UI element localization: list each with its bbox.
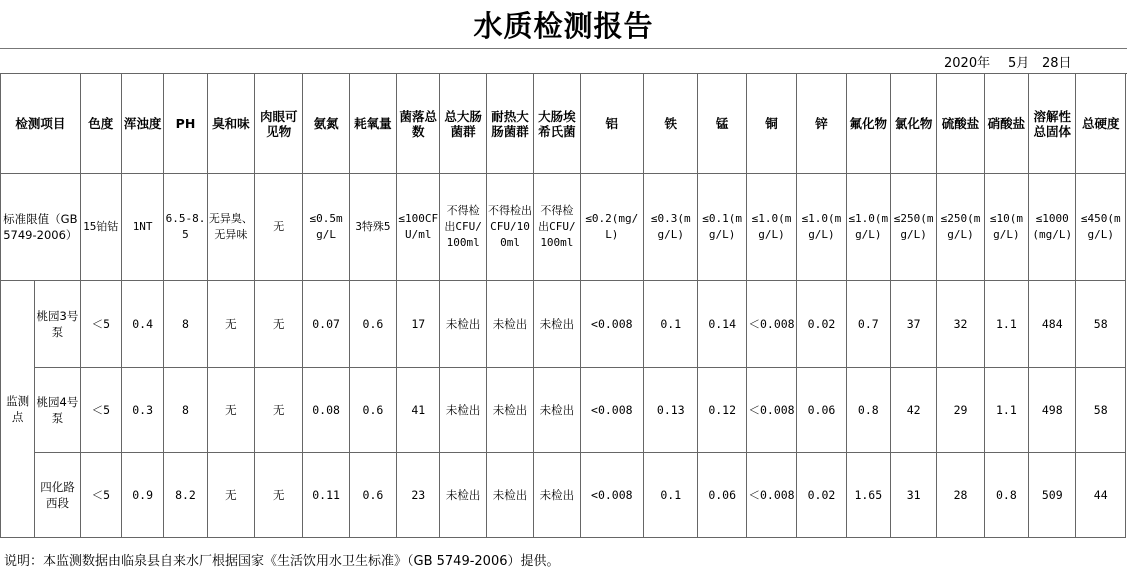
- sample-value: 0.1: [644, 453, 698, 538]
- sample-value: 484: [1029, 281, 1076, 368]
- sample-value: 未检出: [534, 368, 580, 453]
- sample-value: 0.11: [303, 453, 349, 538]
- column-header: 耗氧量: [349, 74, 396, 174]
- date-row: [0, 48, 1127, 74]
- sample-value: 0.6: [349, 281, 396, 368]
- standard-value: ≤250(mg/L): [937, 174, 984, 281]
- sample-value: 8: [164, 368, 207, 453]
- header-row: [1, 74, 1126, 174]
- report-date-year: 2020年: [944, 56, 991, 71]
- standard-value: 不得检出CFU/100ml: [534, 174, 580, 281]
- standard-value: ≤1.0(mg/L): [746, 174, 796, 281]
- sample-value: 509: [1029, 453, 1076, 538]
- column-header: 氯化物: [890, 74, 936, 174]
- report-note: 说明：本监测数据由临泉县自来水厂根据国家《生活饮用水卫生标准》（GB 5749-2006）提供。: [4, 554, 560, 569]
- title-row: [0, 0, 1127, 49]
- column-header: 检测项目: [1, 74, 81, 174]
- standard-value: 不得检出CFU/100ml: [440, 174, 486, 281]
- standard-value: ≤10(mg/L): [984, 174, 1028, 281]
- sample-value: 未检出: [440, 281, 486, 368]
- report-title: 水质检测报告: [473, 8, 654, 43]
- sample-value: 29: [937, 368, 984, 453]
- sample-value: <0.008: [580, 368, 644, 453]
- sample-value: 1.65: [846, 453, 890, 538]
- sample-value: 8.2: [164, 453, 207, 538]
- column-header: 硝酸盐: [984, 74, 1028, 174]
- sample-value: 8: [164, 281, 207, 368]
- column-header: 总硬度: [1076, 74, 1126, 174]
- standard-value: ≤0.2(mg/L): [580, 174, 644, 281]
- sample-value: ＜5: [80, 453, 121, 538]
- standard-value: 无: [255, 174, 303, 281]
- sample-value: 0.02: [797, 453, 846, 538]
- sample-value: 0.12: [698, 368, 746, 453]
- column-header: 大肠埃希氏菌: [534, 74, 580, 174]
- sample-value: 0.14: [698, 281, 746, 368]
- sample-value: 0.6: [349, 368, 396, 453]
- column-header: 铝: [580, 74, 644, 174]
- standard-row: [1, 174, 1126, 281]
- column-header: 铜: [746, 74, 796, 174]
- standard-value: 无异臭、无异味: [207, 174, 254, 281]
- sample-value: 未检出: [534, 281, 580, 368]
- sample-value: 无: [255, 368, 303, 453]
- sample-value: 58: [1076, 368, 1126, 453]
- water-quality-table: [0, 73, 1126, 538]
- column-header: 硫酸盐: [937, 74, 984, 174]
- monitoring-point-label: 监测点: [1, 281, 35, 538]
- sample-value: 0.06: [797, 368, 846, 453]
- sample-value: 无: [207, 281, 254, 368]
- note-row: [0, 537, 1127, 583]
- sample-value: ＜0.008: [746, 368, 796, 453]
- column-header: 溶解性总固体: [1029, 74, 1076, 174]
- column-header: PH: [164, 74, 207, 174]
- column-header: 总大肠菌群: [440, 74, 486, 174]
- standard-value: ≤1.0(mg/L): [846, 174, 890, 281]
- sample-value: 0.08: [303, 368, 349, 453]
- report-date-month: 5月: [1008, 56, 1030, 71]
- sample-value: 31: [890, 453, 936, 538]
- sample-value: 未检出: [486, 368, 533, 453]
- sample-value: ＜0.008: [746, 453, 796, 538]
- sample-value: 无: [255, 281, 303, 368]
- sample-value: 无: [207, 453, 254, 538]
- column-header: 浑浊度: [121, 74, 163, 174]
- sample-value: 23: [397, 453, 440, 538]
- sample-name: 桃园3号泵: [35, 281, 80, 368]
- standard-value: ≤250(mg/L): [890, 174, 936, 281]
- sample-value: 未检出: [440, 453, 486, 538]
- standard-value: ≤100CFU/ml: [397, 174, 440, 281]
- standard-value: 15铂钴: [80, 174, 121, 281]
- sample-value: 1.1: [984, 368, 1028, 453]
- sample-value: 37: [890, 281, 936, 368]
- sample-value: 0.8: [846, 368, 890, 453]
- sample-value: <0.008: [580, 453, 644, 538]
- standard-value: 1NT: [121, 174, 163, 281]
- sample-value: 未检出: [486, 453, 533, 538]
- sample-value: 0.13: [644, 368, 698, 453]
- column-header: 锰: [698, 74, 746, 174]
- sample-value: ＜0.008: [746, 281, 796, 368]
- sample-value: 1.1: [984, 281, 1028, 368]
- sample-value: 未检出: [534, 453, 580, 538]
- standard-value: 3特殊5: [349, 174, 396, 281]
- sample-value: 未检出: [486, 281, 533, 368]
- sample-value: 0.02: [797, 281, 846, 368]
- sample-value: 未检出: [440, 368, 486, 453]
- column-header: 铁: [644, 74, 698, 174]
- sample-value: <0.008: [580, 281, 644, 368]
- sample-value: 无: [255, 453, 303, 538]
- sample-value: 42: [890, 368, 936, 453]
- sample-name: 四化路西段: [35, 453, 80, 538]
- sample-value: 0.07: [303, 281, 349, 368]
- standard-value: ≤0.1(mg/L): [698, 174, 746, 281]
- sample-value: 0.7: [846, 281, 890, 368]
- sample-value: 32: [937, 281, 984, 368]
- sample-value: 58: [1076, 281, 1126, 368]
- sample-value: 17: [397, 281, 440, 368]
- sample-value: 41: [397, 368, 440, 453]
- column-header: 锌: [797, 74, 846, 174]
- sample-name: 桃园4号泵: [35, 368, 80, 453]
- column-header: 色度: [80, 74, 121, 174]
- sample-value: 0.8: [984, 453, 1028, 538]
- sample-value: 44: [1076, 453, 1126, 538]
- sample-value: 0.1: [644, 281, 698, 368]
- standard-value: ≤1.0(mg/L): [797, 174, 846, 281]
- sample-value: 无: [207, 368, 254, 453]
- sample-value: 28: [937, 453, 984, 538]
- standard-value: ≤1000(mg/L): [1029, 174, 1076, 281]
- table-row: [1, 368, 1126, 453]
- column-header: 肉眼可见物: [255, 74, 303, 174]
- standard-value: ≤450(mg/L): [1076, 174, 1126, 281]
- sample-value: 0.3: [121, 368, 163, 453]
- table-row: [1, 281, 1126, 368]
- sample-value: 498: [1029, 368, 1076, 453]
- sample-value: ＜5: [80, 281, 121, 368]
- column-header: 耐热大肠菌群: [486, 74, 533, 174]
- sample-value: 0.9: [121, 453, 163, 538]
- standard-value: ≤0.5mg/L: [303, 174, 349, 281]
- sample-value: 0.6: [349, 453, 396, 538]
- standard-label: 标准限值（GB5749-2006）: [1, 174, 81, 281]
- standard-value: ≤0.3(mg/L): [644, 174, 698, 281]
- column-header: 臭和味: [207, 74, 254, 174]
- column-header: 菌落总数: [397, 74, 440, 174]
- sample-value: ＜5: [80, 368, 121, 453]
- column-header: 氨氮: [303, 74, 349, 174]
- table-row: [1, 453, 1126, 538]
- sample-value: 0.4: [121, 281, 163, 368]
- standard-value: 6.5-8.5: [164, 174, 207, 281]
- report-date-day: 28日: [1042, 56, 1072, 71]
- column-header: 氟化物: [846, 74, 890, 174]
- standard-value: 不得检出CFU/100ml: [486, 174, 533, 281]
- sample-value: 0.06: [698, 453, 746, 538]
